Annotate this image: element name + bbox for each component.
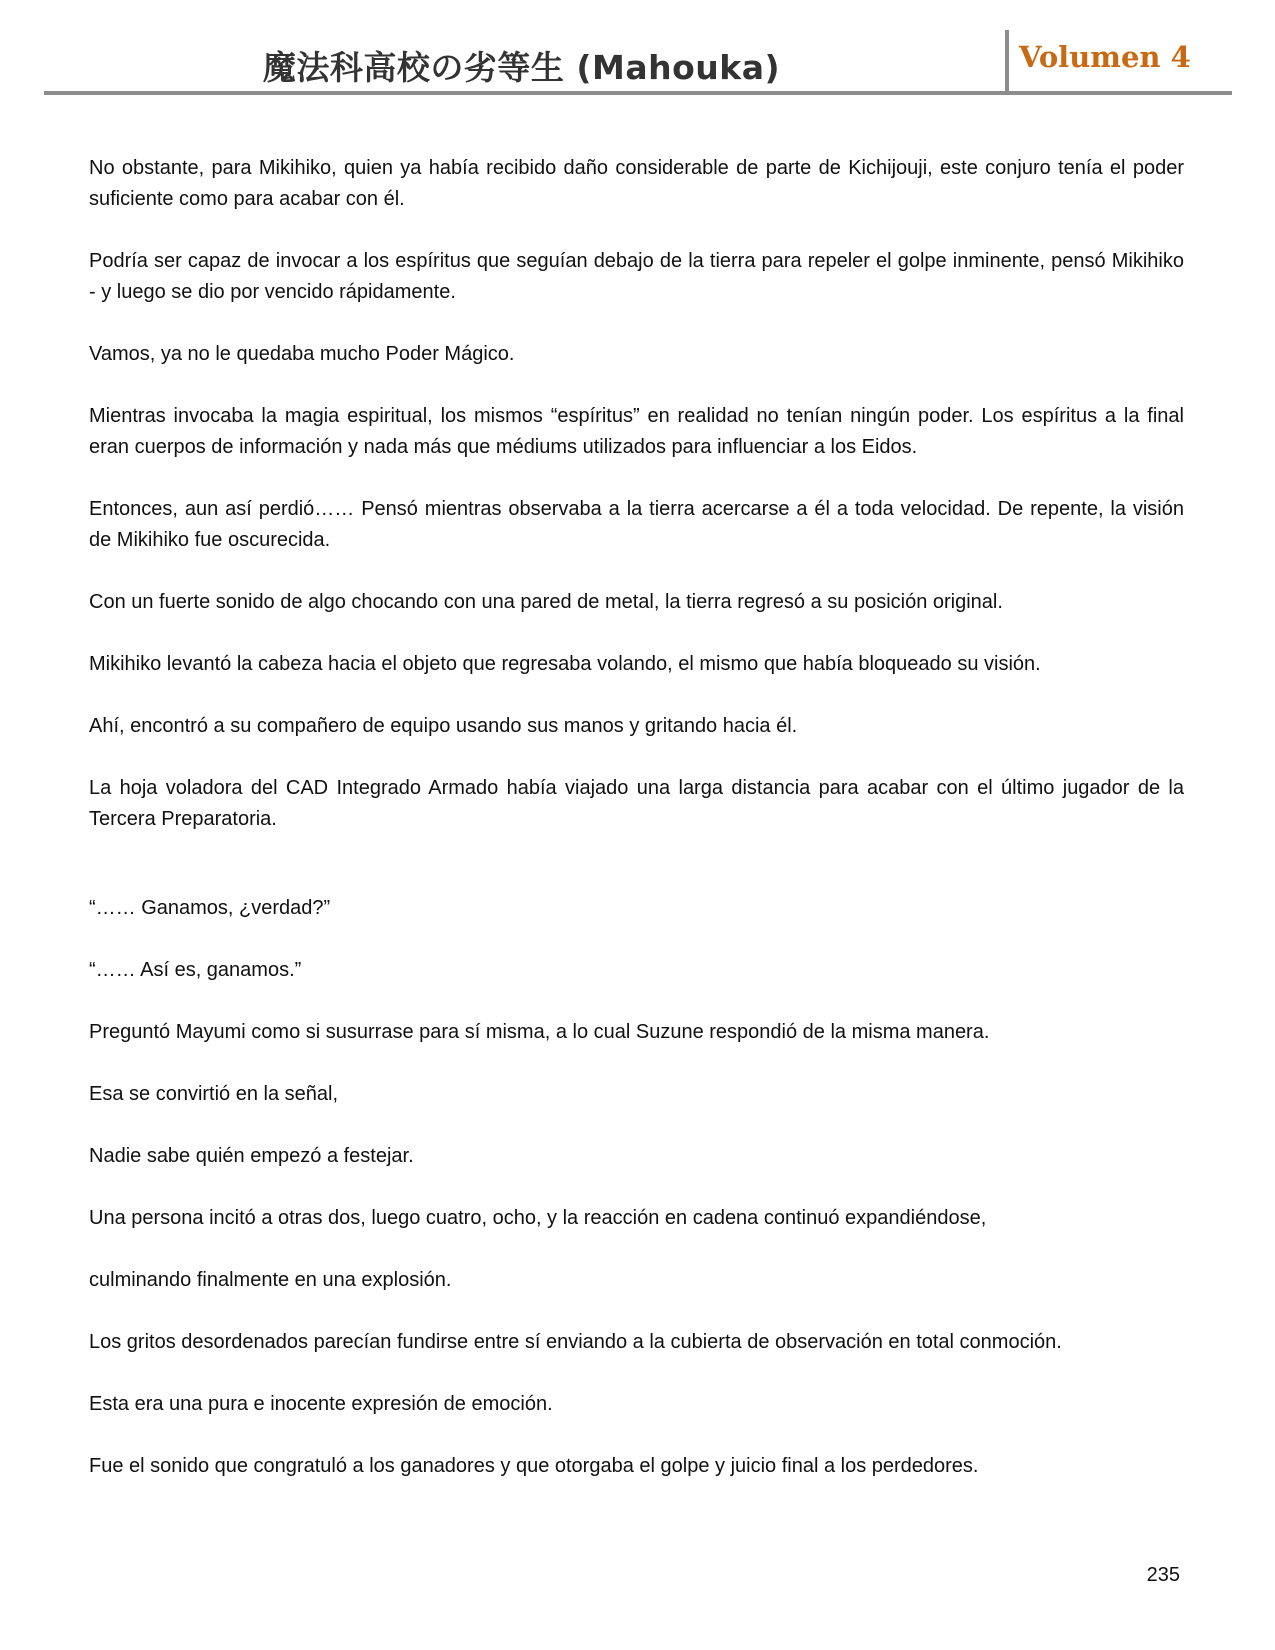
volume-label: Volumen 4	[1019, 40, 1191, 74]
paragraph: Podría ser capaz de invocar a los espíritus que seguían debajo de la tierra para repeler el golpe inminente, pensó Mikihiko - y luego se dio por vencido rápidamente.	[89, 250, 1184, 303]
dialogue-line: “…… Ganamos, ¿verdad?”	[89, 897, 331, 919]
paragraph: Mikihiko levantó la cabeza hacia el objeto que regresaba volando, el mismo que había bloqueado su visión.	[89, 653, 1041, 675]
paragraph: Nadie sabe quién empezó a festejar.	[89, 1145, 414, 1167]
paragraph: Esta era una pura e inocente expresión de emoción.	[89, 1393, 553, 1415]
page-number: 235	[1146, 1564, 1180, 1586]
book-title: 魔法科高校の劣等生 (Mahouka)	[262, 48, 781, 87]
paragraph: No obstante, para Mikihiko, quien ya había recibido daño considerable de parte de Kichijouji, este conjuro tenía el poder suficiente como para acabar con él.	[89, 157, 1184, 210]
paragraph: Ahí, encontró a su compañero de equipo usando sus manos y gritando hacia él.	[89, 715, 798, 737]
dialogue-line: “…… Así es, ganamos.”	[89, 959, 302, 981]
header-rule	[44, 91, 1232, 95]
paragraph: Con un fuerte sonido de algo chocando con una pared de metal, la tierra regresó a su posición original.	[89, 591, 1003, 613]
page-header	[44, 28, 1232, 94]
paragraph: Mientras invocaba la magia espiritual, los mismos “espíritus” en realidad no tenían ningún poder. Los espíritus a la final eran cuerpos de información y nada más que médiums utilizados para influenciar a los Eidos.	[89, 405, 1184, 458]
paragraph: La hoja voladora del CAD Integrado Armado había viajado una larga distancia para acabar con el último jugador de la Tercera Preparatoria.	[89, 777, 1184, 830]
paragraph: Preguntó Mayumi como si susurrase para sí misma, a lo cual Suzune respondió de la misma manera.	[89, 1021, 990, 1043]
paragraph: Entonces, aun así perdió…… Pensó mientras observaba a la tierra acercarse a él a toda velocidad. De repente, la visión de Mikihiko fue oscurecida.	[89, 498, 1184, 551]
header-divider	[1005, 30, 1009, 92]
paragraph: Fue el sonido que congratuló a los ganadores y que otorgaba el golpe y juicio final a los perdedores.	[89, 1455, 979, 1477]
paragraph: culminando finalmente en una explosión.	[89, 1269, 452, 1291]
paragraph: Esa se convirtió en la señal,	[89, 1083, 339, 1105]
paragraph: Vamos, ya no le quedaba mucho Poder Mágico.	[89, 343, 515, 365]
page-body	[89, 153, 1184, 1513]
paragraph: Una persona incitó a otras dos, luego cuatro, ocho, y la reacción en cadena continuó expandiéndose,	[89, 1207, 987, 1229]
paragraph: Los gritos desordenados parecían fundirse entre sí enviando a la cubierta de observación en total conmoción.	[89, 1331, 1062, 1353]
